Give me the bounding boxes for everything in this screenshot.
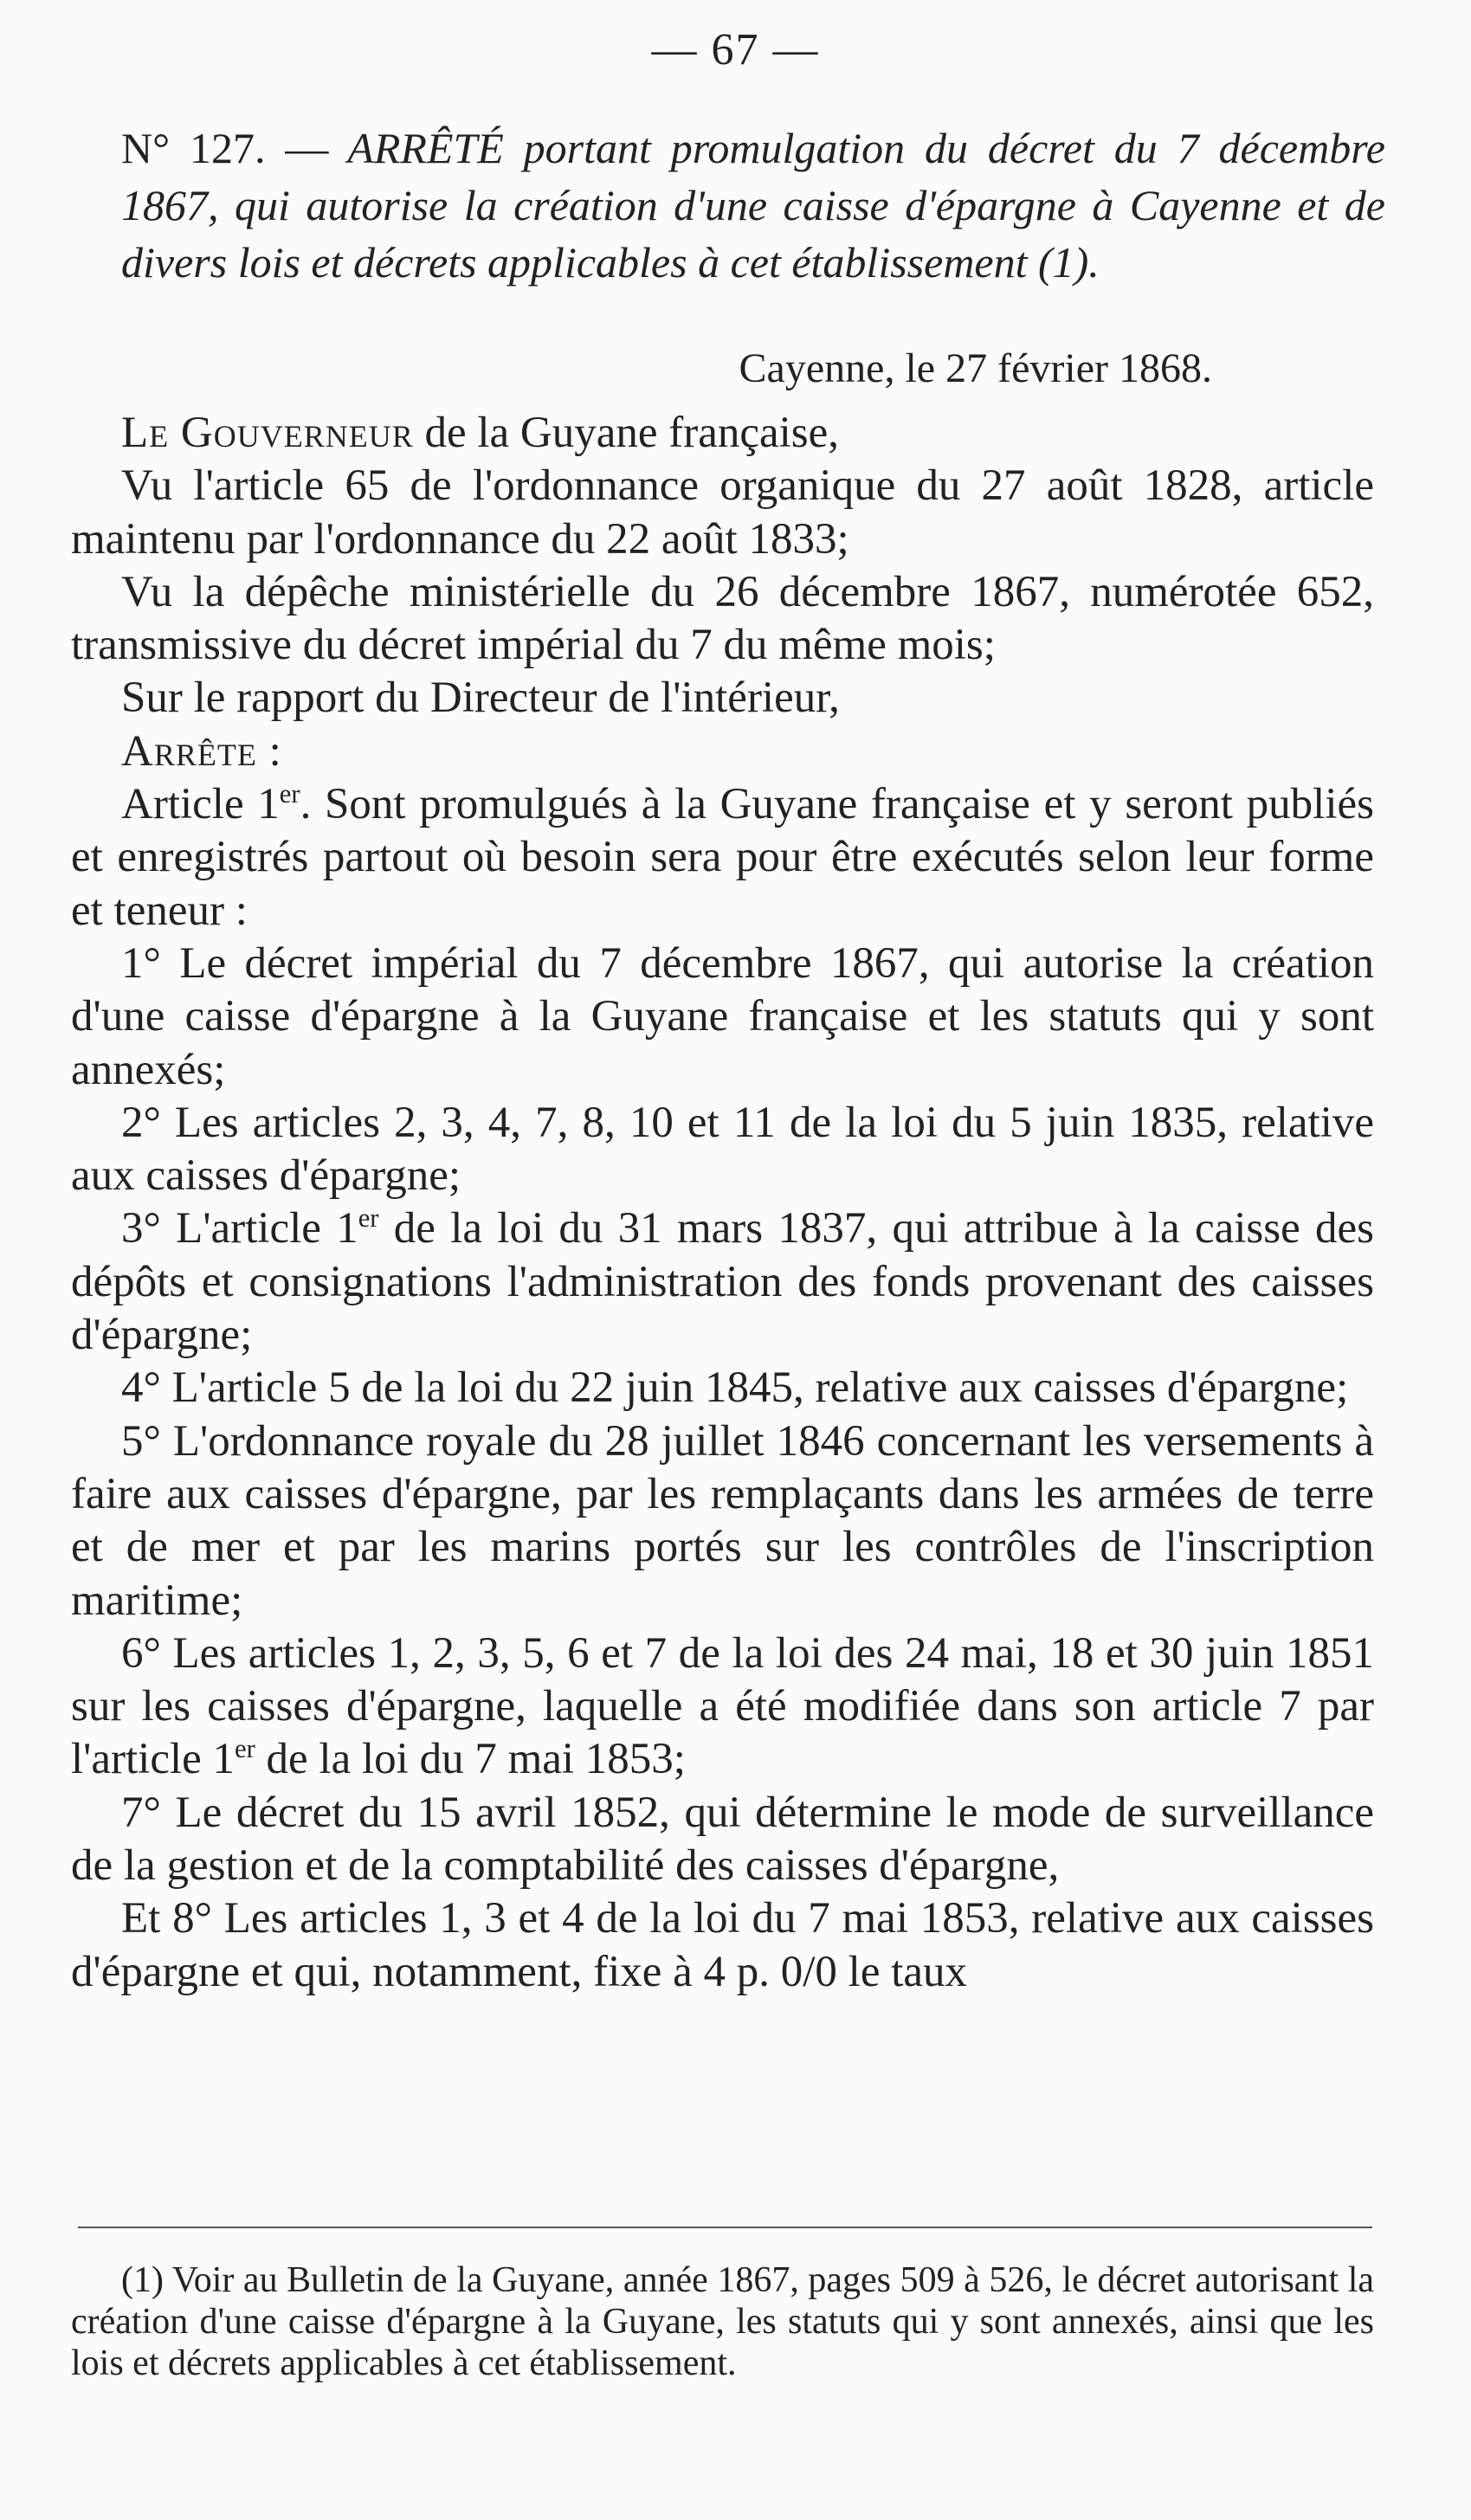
article-text: . Sont promulgués à la Guyane française et y seront publiés et enregistrés partout où besoin sera pour être exécutés selon leur forme et teneur : (71, 780, 1374, 935)
list-item-8: Et 8° Les articles 1, 3 et 4 de la loi du 7 mai 1853, relative aux caisses d'épargne et qui, notamment, fixe à 4 p. 0/0 le taux (71, 1894, 1374, 1996)
decree-title: ARRÊTÉ portant promulgation du décret du 7 décembre 1867, qui autorise la création d'une caisse d'épargne à Cayenne et de divers lois et décrets applicables à cet établissement (1). (121, 124, 1385, 287)
arrete-label: Arrête : (121, 726, 282, 776)
footnote-divider (78, 2227, 1372, 2228)
list-item-1: 1° Le décret impérial du 7 décembre 1867, qui autorise la création d'une caisse d'épargne à la Guyane française et les statuts qui y sont annexés; (71, 938, 1374, 1094)
footnote (71, 2259, 1374, 2384)
item-3-sup: er (358, 1203, 379, 1234)
intro-rest: de la Guyane française, (413, 409, 840, 457)
list-item-3 (71, 1202, 1374, 1362)
list-item-6 (71, 1627, 1374, 1787)
list-item-2: 2° Les articles 2, 3, 4, 7, 8, 10 et 11 de la loi du 5 juin 1835, relative aux caisses d'épargne; (71, 1098, 1374, 1201)
item-6-a: 6° Les articles 1, 2, 3, 5, 6 et 7 de la loi des 24 mai, 18 et 30 juin 1851 sur les caisses d'épargne, laquelle a été modifiée dans son article 7 par l'article 1 (71, 1628, 1374, 1784)
footnote-text: (1) Voir au Bulletin de la Guyane, année 1867, pages 509 à 526, le décret autorisant la création d'une caisse d'épargne à la Guyane, les statuts qui y sont annexés, ainsi que les lois et décrets applicables à cet établissement. (71, 2260, 1374, 2383)
article-sup: er (279, 779, 300, 809)
decree-body (71, 407, 1374, 1999)
list-item-4: 4° L'article 5 de la loi du 22 juin 1845, relative aux caisses d'épargne; (121, 1363, 1349, 1413)
list-item-7: 7° Le décret du 15 avril 1852, qui détermine le mode de surveillance de la gestion et de la comptabilité des caisses d'épargne, (71, 1788, 1374, 1891)
item-6-b: de la loi du 7 mai 1853; (255, 1735, 686, 1784)
vu-paragraph-1: Vu l'article 65 de l'ordonnance organique du 27 août 1828, article maintenu par l'ordonnance du 22 août 1833; (71, 461, 1374, 564)
article-1 (71, 778, 1374, 938)
item-6-sup: er (235, 1734, 255, 1764)
intro-paragraph (71, 407, 1374, 460)
item-3-a: 3° L'article 1 (121, 1204, 358, 1254)
intro-smallcaps: Le Gouverneur (121, 409, 414, 457)
item-3-b: de la loi du 31 mars 1837, qui attribue à la caisse des dépôts et consignations l'administration des fonds provenant des caisses d'épargne; (71, 1204, 1374, 1360)
list-item-5: 5° L'ordonnance royale du 28 juillet 1846 concernant les versements à faire aux caisses d'épargne, par les remplaçants dans les armées de terre et de mer et par les marins portés sur les contrôles de l'inscription maritime; (71, 1416, 1374, 1625)
dateline: Cayenne, le 27 février 1868. (739, 345, 1212, 391)
decree-heading (121, 119, 1385, 291)
article-prefix: Article 1 (121, 780, 280, 829)
rapport-paragraph: Sur le rapport du Directeur de l'intérieur, (121, 674, 840, 723)
vu-paragraph-2: Vu la dépêche ministérielle du 26 décembre 1867, numérotée 652, transmissive du décret impérial du 7 du même mois; (71, 567, 1374, 670)
page-number: — 67 — (651, 25, 820, 74)
decree-number: N° 127. — (121, 124, 329, 172)
